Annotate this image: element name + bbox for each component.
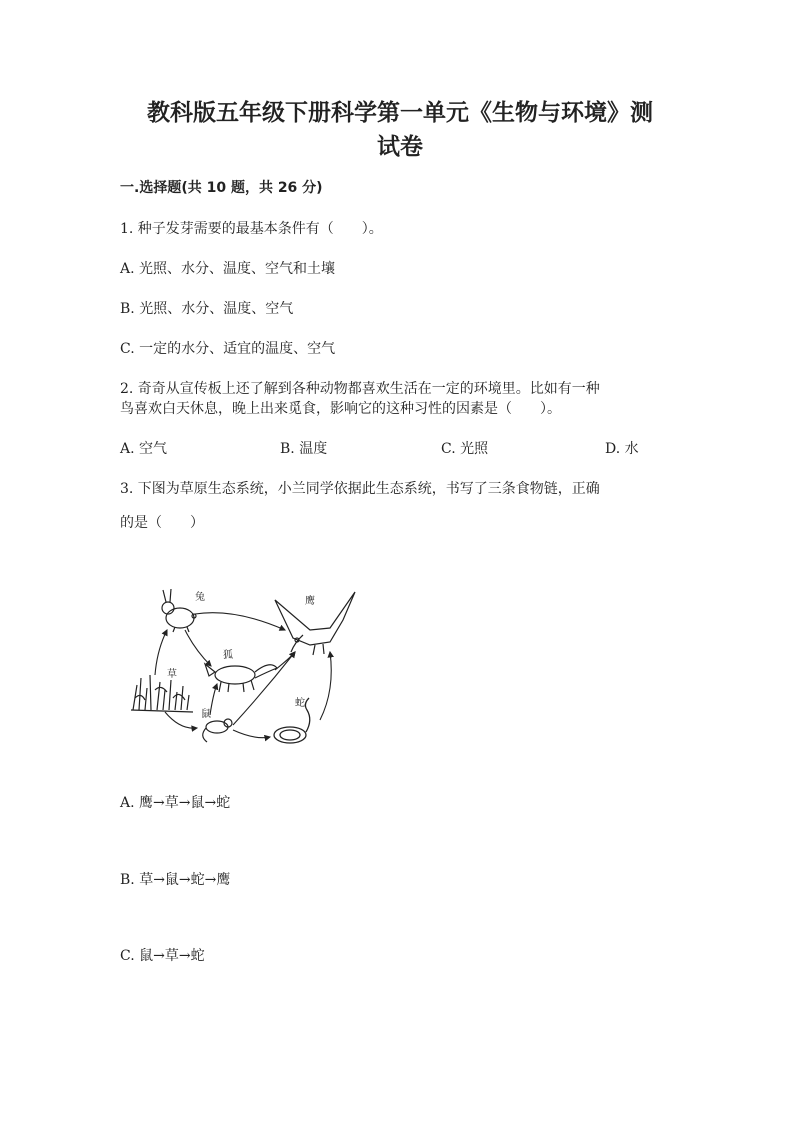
arrow-rabbit-to-fox (185, 630, 211, 666)
q2-option-b[interactable]: B. 温度 (280, 441, 328, 457)
arrow-rabbit-to-eagle (195, 613, 285, 630)
rabbit-icon (162, 589, 196, 632)
grass-label: 草 (167, 669, 177, 680)
q1-option-c[interactable]: C. 一定的水分、适宜的温度、空气 (120, 341, 336, 357)
mouse-label: 鼠 (201, 709, 211, 720)
eagle-icon (275, 592, 355, 655)
q3-option-a[interactable]: A. 鹰→草→鼠→蛇 (120, 795, 231, 811)
snake-label: 蛇 (295, 698, 305, 709)
page-title-line-2: 试卷 (377, 134, 423, 160)
arrow-mouse-to-snake (233, 730, 270, 738)
q2-option-d[interactable]: D. 水 (605, 441, 639, 457)
q1-option-a[interactable]: A. 光照、水分、温度、空气和土壤 (120, 261, 336, 277)
arrow-snake-to-eagle (320, 652, 331, 720)
q2-stem-line-1: 2. 奇奇从宣传板上还了解到各种动物都喜欢生活在一定的环境里。比如有一种 (120, 381, 600, 397)
q3-option-b[interactable]: B. 草→鼠→蛇→鹰 (120, 872, 231, 888)
arrow-grass-to-rabbit (155, 630, 167, 675)
arrow-mouse-to-fox (210, 684, 217, 715)
grass-icon (131, 675, 193, 712)
food-web-figure (125, 580, 380, 755)
arrow-fox-to-eagle (275, 652, 295, 670)
q2-option-c[interactable]: C. 光照 (441, 441, 489, 457)
section-heading: 一.选择题(共 10 题，共 26 分) (120, 180, 323, 196)
q1-stem: 1. 种子发芽需要的最基本条件有（ ）。 (120, 221, 383, 237)
eagle-label: 鹰 (305, 596, 315, 607)
rabbit-label: 兔 (195, 592, 205, 603)
fox-label: 狐 (223, 650, 233, 661)
food-web-illustration (125, 580, 380, 755)
q3-stem-line-2: 的是（ ） (120, 515, 204, 531)
q1-option-b[interactable]: B. 光照、水分、温度、空气 (120, 301, 294, 317)
mouse-icon (203, 719, 232, 742)
q3-stem-line-1: 3. 下图为草原生态系统，小兰同学依据此生态系统，书写了三条食物链，正确 (120, 481, 600, 497)
q2-option-a[interactable]: A. 空气 (120, 441, 168, 457)
page-title-line-1: 教科版五年级下册科学第一单元《生物与环境》测 (147, 100, 653, 126)
q2-stem-line-2: 鸟喜欢白天休息，晚上出来觅食，影响它的这种习性的因素是（ ）。 (120, 401, 561, 417)
arrow-grass-to-mouse (165, 712, 197, 728)
q3-option-c[interactable]: C. 鼠→草→蛇 (120, 948, 205, 964)
arrow-mouse-to-eagle (233, 652, 295, 725)
food-web-arrows (155, 613, 331, 738)
